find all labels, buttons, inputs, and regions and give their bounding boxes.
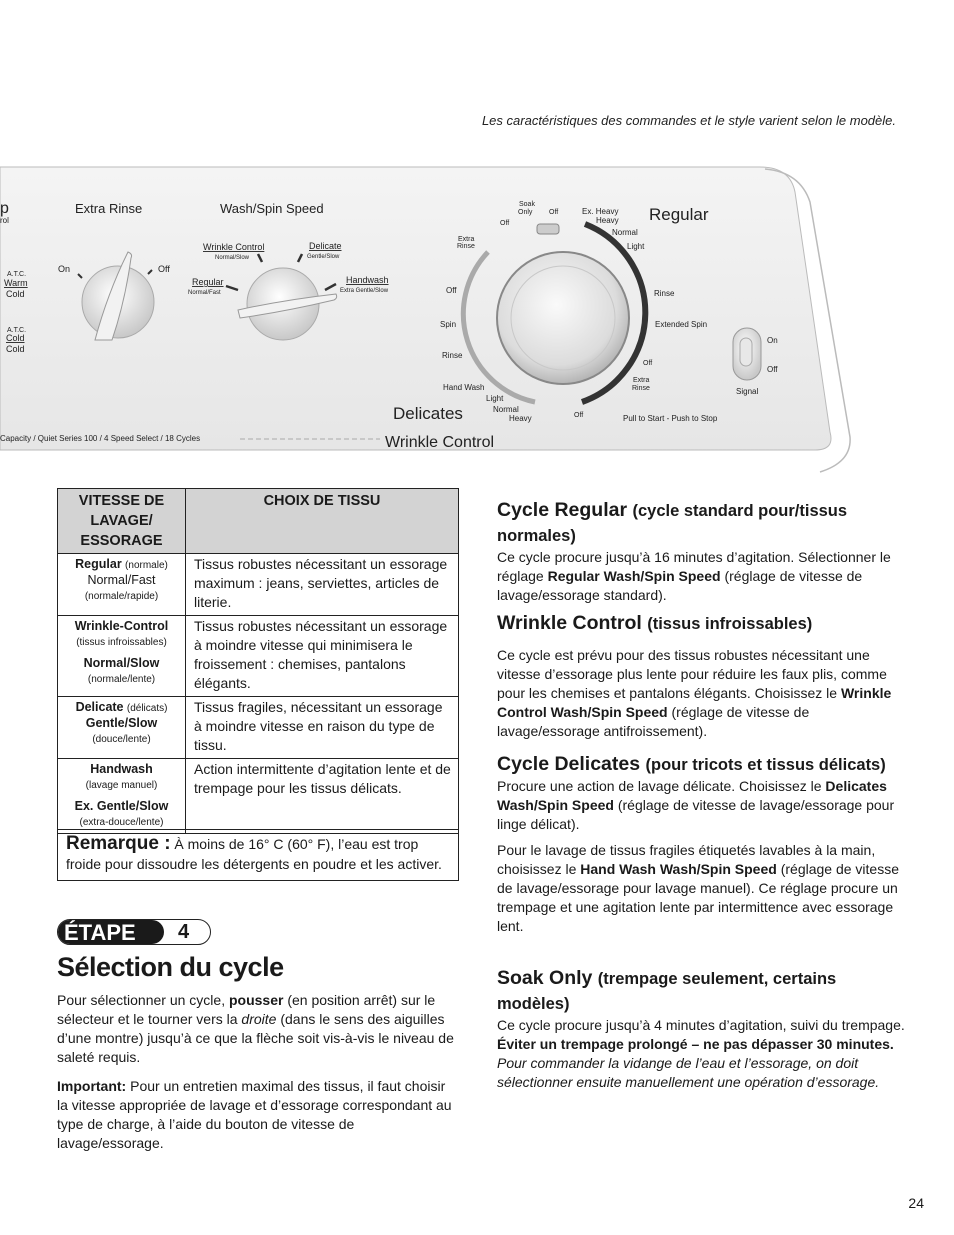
cycle-dial xyxy=(497,252,629,384)
svg-text:On: On xyxy=(58,264,71,274)
table-row: Handwash (lavage manuel) Ex. Gentle/Slow (extra-douce/lente) Action intermittente d’agitation lente et de trempage pour les tissus délicats. xyxy=(58,759,459,834)
svg-text:Cold: Cold xyxy=(6,333,25,343)
wrinkle-control-section: Wrinkle Control (tissus infroissables) Ce cycle est prévu pour des tissus robustes nécessitant une vitesse d’essorage plus lente pour réduire les faux plis, comme pour les chemises et pantalons élégants. Choisissez le Wrinkle Control Wash/Spin Speed (réglage de vitesse de lavage/essorage antifroissement). xyxy=(497,612,892,739)
svg-text:A.T.C.: A.T.C. xyxy=(7,271,27,278)
svg-text:Gentle/Slow: Gentle/Slow xyxy=(307,254,340,260)
panel-wrinkle-control-label: Wrinkle Control xyxy=(385,434,495,451)
svg-text:Handwash: Handwash xyxy=(346,275,389,285)
svg-text:Heavy: Heavy xyxy=(509,414,532,423)
svg-text:Rinse: Rinse xyxy=(442,351,463,360)
cycle-delicates-section: Cycle Delicates (pour tricots et tissus délicats) Procure une action de lavage délicate. Choisissez le Delicates Wash/Spin Speed (réglage de vitesse de lavage/essorage pour linge délicat). Pour le lavage de tissus fragiles étiquetés lavables à la main, choisissez le Hand Wash Wash/Spin Speed (réglage de vitesse de lavage/essorage pour lavage manuel). Ce réglage procure un trempage et une agitation lente par intermittence avec essorage lent. xyxy=(497,753,899,934)
svg-text:Off: Off xyxy=(158,264,170,274)
table-row: Wrinkle-Control (tissus infroissables) Normal/Slow (normale/lente) Tissus robustes nécessitant un essorage à moindre vitesse qui minimisera le froissement : chemises, pantalons élégants. xyxy=(58,616,459,697)
svg-text:Spin: Spin xyxy=(440,320,457,329)
svg-text:Normal/Fast: Normal/Fast xyxy=(188,290,221,296)
table-row: Regular (normale) Normal/Fast (normale/rapide) Tissus robustes nécessitant un essorage maximum : jeans, serviettes, articles de literie. xyxy=(58,554,459,616)
svg-text:Ex. Heavy: Ex. Heavy xyxy=(582,207,619,216)
step-badge xyxy=(57,919,211,945)
svg-text:rol: rol xyxy=(0,216,9,225)
svg-text:Light: Light xyxy=(486,394,504,403)
svg-text:Extra: Extra xyxy=(458,236,475,243)
svg-text:On: On xyxy=(767,336,778,345)
remark-box xyxy=(57,829,459,881)
panel-extra-rinse: Extra Rinse xyxy=(75,201,143,216)
svg-text:Rinse: Rinse xyxy=(632,385,650,392)
soak-only-section: Soak Only (trempage seulement, certains modèles) Ce cycle procure jusqu’à 4 minutes d’agitation, suivi du trempage. Éviter un trempage prolongé – ne pas dépasser 30 minutes. Pour commander la vidange de l’eau et l’essorage, on doit sélectionner ensuite manuellement une opération d’essorage. xyxy=(497,967,905,1090)
step-number: 4 xyxy=(178,921,190,943)
svg-text:Extended Spin: Extended Spin xyxy=(655,320,708,329)
control-panel-illustration xyxy=(0,162,954,482)
svg-text:Light: Light xyxy=(627,242,645,251)
svg-text:Extra Gentle/Slow: Extra Gentle/Slow xyxy=(340,288,389,294)
svg-text:Rinse: Rinse xyxy=(654,289,675,298)
panel-p-partial: p xyxy=(0,200,9,217)
section-title: Sélection du cycle xyxy=(57,952,284,982)
table-header-fabric: CHOIX DE TISSU xyxy=(186,489,459,554)
svg-text:Off: Off xyxy=(643,360,653,367)
svg-text:Cold: Cold xyxy=(6,344,25,354)
svg-text:A.T.C.: A.T.C. xyxy=(7,327,27,334)
svg-text:Pull to Start - Push to Stop: Pull to Start - Push to Stop xyxy=(623,414,718,423)
svg-text:Signal: Signal xyxy=(736,387,759,396)
svg-text:Extra: Extra xyxy=(633,377,650,384)
cycle-regular-section: Cycle Regular (cycle standard pour/tissus normales) Ce cycle procure jusqu’à 16 minutes d’agitation. Sélectionner le réglage Regular Wash/Spin Speed (réglage de vitesse de lavage/essorage standard). xyxy=(497,499,891,603)
svg-text:Off: Off xyxy=(767,365,778,374)
intro-text: Pour sélectionner un cycle, pousser (en position arrêt) sur le sélecteur et le tourner vers la droite (dans le sens des aiguilles d’une montre) jusqu’à ce que la flèche soit vis-à-vis le niveau de saleté requis. Important: Pour un entretien maximal des tissus, il faut choisir la vitesse appropriée de lavage et d’essorage correspondant au type de charge, à l’aide du bouton de vitesse de lavage/essorage. xyxy=(57,992,454,1151)
svg-text:Cold: Cold xyxy=(6,289,25,299)
svg-text:Normal/Slow: Normal/Slow xyxy=(215,255,250,261)
table-header-speed: VITESSE DE LAVAGE/ ESSORAGE xyxy=(58,489,186,554)
svg-text:Off: Off xyxy=(549,209,559,216)
panel-wash-spin-speed: Wash/Spin Speed xyxy=(220,201,324,216)
svg-text:Delicate: Delicate xyxy=(309,241,342,251)
step-label: ÉTAPE xyxy=(58,920,164,944)
page-number: 24 xyxy=(908,1195,924,1211)
svg-text:Off: Off xyxy=(574,412,584,419)
table-row: Delicate (délicats) Gentle/Slow (douce/lente) Tissus fragiles, nécessitant un essorage à moindre vitesse en raison du type de tissu. xyxy=(58,697,459,759)
svg-text:Wrinkle Control: Wrinkle Control xyxy=(203,242,265,252)
svg-text:Only: Only xyxy=(518,209,533,216)
svg-text:Off: Off xyxy=(500,220,510,227)
panel-regular-label: Regular xyxy=(649,205,709,224)
svg-text:Normal: Normal xyxy=(612,228,638,237)
remark-text: À moins de 16° C (60° F), l’eau est trop froide pour dissoudre les détergents en poudre et les activer. xyxy=(66,836,442,872)
svg-text:Soak: Soak xyxy=(519,201,535,208)
svg-text:Off: Off xyxy=(446,286,457,295)
panel-delicates-label: Delicates xyxy=(393,404,463,423)
svg-text:Normal: Normal xyxy=(493,405,519,414)
svg-text:Warm: Warm xyxy=(4,278,28,288)
svg-text:Rinse: Rinse xyxy=(457,243,475,250)
svg-text:Heavy: Heavy xyxy=(596,216,619,225)
svg-text:Regular: Regular xyxy=(192,277,224,287)
remark-label: Remarque : xyxy=(66,833,171,854)
svg-text:Hand Wash: Hand Wash xyxy=(443,383,485,392)
wash-spin-speed-table xyxy=(57,488,459,834)
header-note: Les caractéristiques des commandes et le style varient selon le modèle. xyxy=(481,113,896,128)
svg-text:Capacity / Quiet Series 100 /: Capacity / Quiet Series 100 / 4 Speed Select / 18 Cycles xyxy=(0,434,201,443)
